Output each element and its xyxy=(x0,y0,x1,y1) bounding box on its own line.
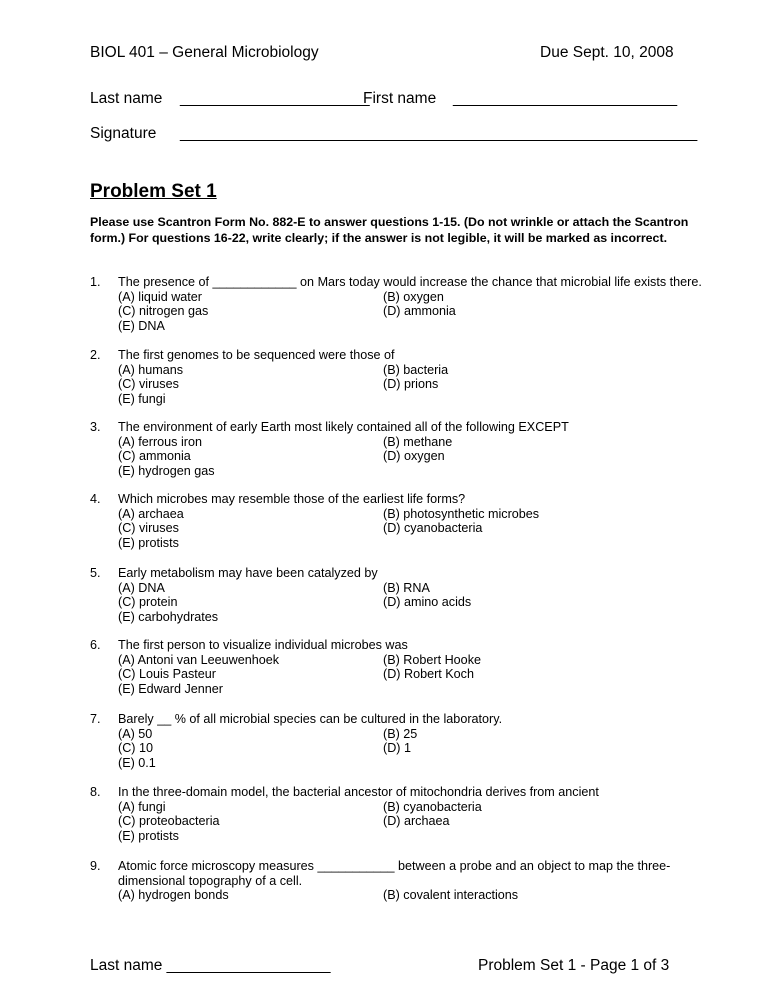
option-a: (A) humans xyxy=(118,362,184,377)
option-e: (E) hydrogen gas xyxy=(118,463,215,478)
question-number: 7. xyxy=(90,712,101,726)
option-a: (A) liquid water xyxy=(118,289,202,304)
option-c: (C) 10 xyxy=(118,741,153,756)
option-c: (C) protein xyxy=(118,595,178,610)
question-stem: Early metabolism may have been catalyzed by xyxy=(118,566,378,580)
option-b: (B) cyanobacteria xyxy=(383,799,482,814)
option-a: (A) Antoni van Leeuwenhoek xyxy=(118,652,280,667)
option-e: (E) DNA xyxy=(118,318,165,333)
option-c: (C) viruses xyxy=(118,377,179,392)
option-a: (A) DNA xyxy=(118,580,165,595)
course-title: BIOL 401 – General Microbiology xyxy=(90,44,319,61)
option-a: (A) archaea xyxy=(118,506,184,521)
option-c: (C) ammonia xyxy=(118,449,191,464)
option-b: (B) Robert Hooke xyxy=(383,652,481,667)
question-stem: The environment of early Earth most likely contained all of the following EXCEPT xyxy=(118,420,569,434)
question-stem: In the three-domain model, the bacterial ancestor of mitochondria derives from ancient xyxy=(118,785,599,799)
question-stem: Atomic force microscopy measures ___________ between a probe and an object to map the three- xyxy=(118,859,671,873)
option-d: (D) amino acids xyxy=(383,595,472,610)
last-name-label: Last name xyxy=(90,90,163,107)
option-b: (B) oxygen xyxy=(383,289,444,304)
footer-page-number: Problem Set 1 - Page 1 of 3 xyxy=(478,957,670,974)
option-c: (C) Louis Pasteur xyxy=(118,667,216,682)
page-title: Problem Set 1 xyxy=(90,181,217,202)
option-b: (B) RNA xyxy=(383,580,430,595)
question-stem: The first person to visualize individual microbes was xyxy=(118,638,408,652)
signature-label: Signature xyxy=(90,125,157,142)
option-d: (D) Robert Koch xyxy=(383,667,474,682)
option-d: (D) ammonia xyxy=(383,304,456,319)
option-a: (A) 50 xyxy=(118,726,153,741)
question-number: 9. xyxy=(90,859,101,873)
question-stem: Barely __ % of all microbial species can be cultured in the laboratory. xyxy=(118,712,503,726)
option-d: (D) oxygen xyxy=(383,449,445,464)
question-stem: The first genomes to be sequenced were those of xyxy=(118,348,395,362)
option-e: (E) fungi xyxy=(118,391,166,406)
option-e: (E) Edward Jenner xyxy=(118,681,223,696)
due-date: Due Sept. 10, 2008 xyxy=(540,44,674,61)
question-number: 4. xyxy=(90,492,101,506)
question-stem: The presence of ____________ on Mars today would increase the chance that microbial life exists there. xyxy=(118,275,702,289)
option-e: (E) protists xyxy=(118,535,179,550)
option-e: (E) protists xyxy=(118,828,179,843)
signature-field[interactable]: ____________________________________________________________ xyxy=(180,125,698,142)
instructions: Please use Scantron Form No. 882-E to answer questions 1-15. (Do not wrinkle or attach the Scantron form.) For questions 16-22, write clearly; if the answer is not legible, it will be marked as incorrect. xyxy=(90,215,689,245)
question-number: 3. xyxy=(90,420,101,434)
first-name-field[interactable]: __________________________ xyxy=(453,90,678,107)
option-b: (B) methane xyxy=(383,434,453,449)
option-a: (A) ferrous iron xyxy=(118,434,202,449)
option-d: (D) archaea xyxy=(383,814,450,829)
last-name-field[interactable]: ______________________ xyxy=(180,90,370,107)
question-stem: Which microbes may resemble those of the earliest life forms? xyxy=(118,492,466,506)
question-stem-continued: dimensional topography of a cell. xyxy=(118,873,303,888)
option-d: (D) 1 xyxy=(383,741,411,756)
option-b: (B) covalent interactions xyxy=(383,888,519,903)
question-number: 6. xyxy=(90,638,101,652)
option-a: (A) hydrogen bonds xyxy=(118,888,229,903)
question-number: 2. xyxy=(90,348,101,362)
option-b: (B) bacteria xyxy=(383,362,449,377)
question-number: 5. xyxy=(90,566,101,580)
option-a: (A) fungi xyxy=(118,799,166,814)
option-b: (B) photosynthetic microbes xyxy=(383,506,540,521)
first-name-label: First name xyxy=(363,90,437,107)
option-d: (D) cyanobacteria xyxy=(383,521,483,536)
option-c: (C) viruses xyxy=(118,521,179,536)
option-d: (D) prions xyxy=(383,377,439,392)
option-e: (E) carbohydrates xyxy=(118,609,219,624)
question-number: 8. xyxy=(90,785,101,799)
footer-last-name: Last name ___________________ xyxy=(90,957,331,974)
question-number: 1. xyxy=(90,275,101,289)
option-c: (C) nitrogen gas xyxy=(118,304,209,319)
option-c: (C) proteobacteria xyxy=(118,814,220,829)
option-b: (B) 25 xyxy=(383,726,418,741)
option-e: (E) 0.1 xyxy=(118,755,156,770)
